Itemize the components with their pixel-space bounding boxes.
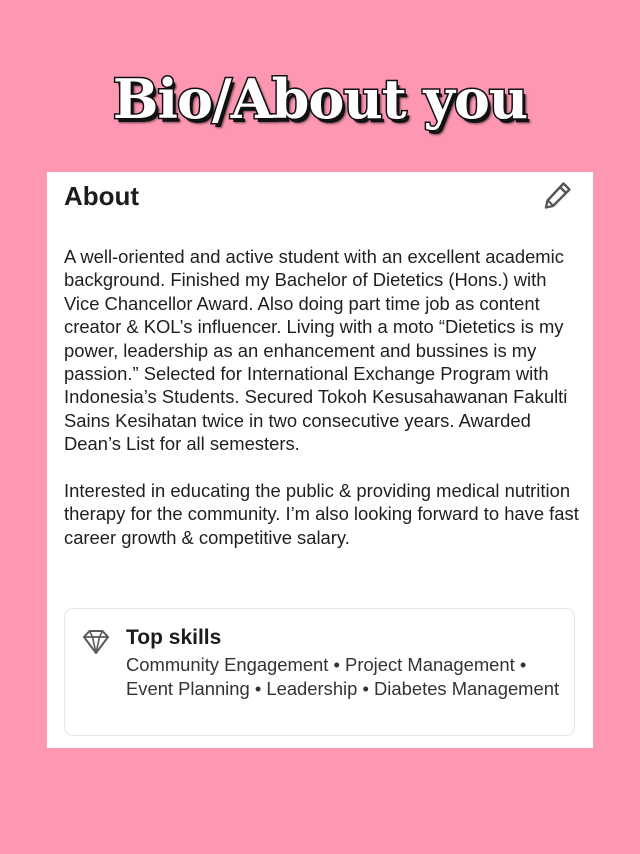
about-paragraph-1: A well-oriented and active student with an excellent academic background. Finished my Bachelor of Dietetics (Hons.) with Vice Chancellor Award. Also doing part time job as content creator & KOL’s influencer. Living with a moto “Dietetics is my power, leadership as an enhancement and bussines is my passion.” Selected for International Exchange Program with Indonesia’s Students. Secured Tokoh Kesusahawanan Fakulti Sains Kesihatan twice in two consecutive years. Awarded Dean’s List for all semesters.: [64, 246, 568, 455]
top-skills-list: Community Engagement • Project Management • Event Planning • Leadership • Diabetes Management: [126, 654, 560, 699]
diamond-icon: [81, 628, 111, 656]
about-paragraph-2: Interested in educating the public & providing medical nutrition therapy for the community. I’m also looking forward to have fast career growth & competitive salary.: [64, 480, 579, 548]
about-card: [47, 172, 593, 748]
top-skills-title: Top skills: [126, 626, 222, 649]
about-heading: About: [64, 181, 140, 211]
about-description: [64, 245, 586, 573]
banner-title: Bio/About you: [112, 67, 528, 131]
top-skills-section[interactable]: [64, 608, 575, 736]
pencil-icon[interactable]: [541, 178, 575, 212]
